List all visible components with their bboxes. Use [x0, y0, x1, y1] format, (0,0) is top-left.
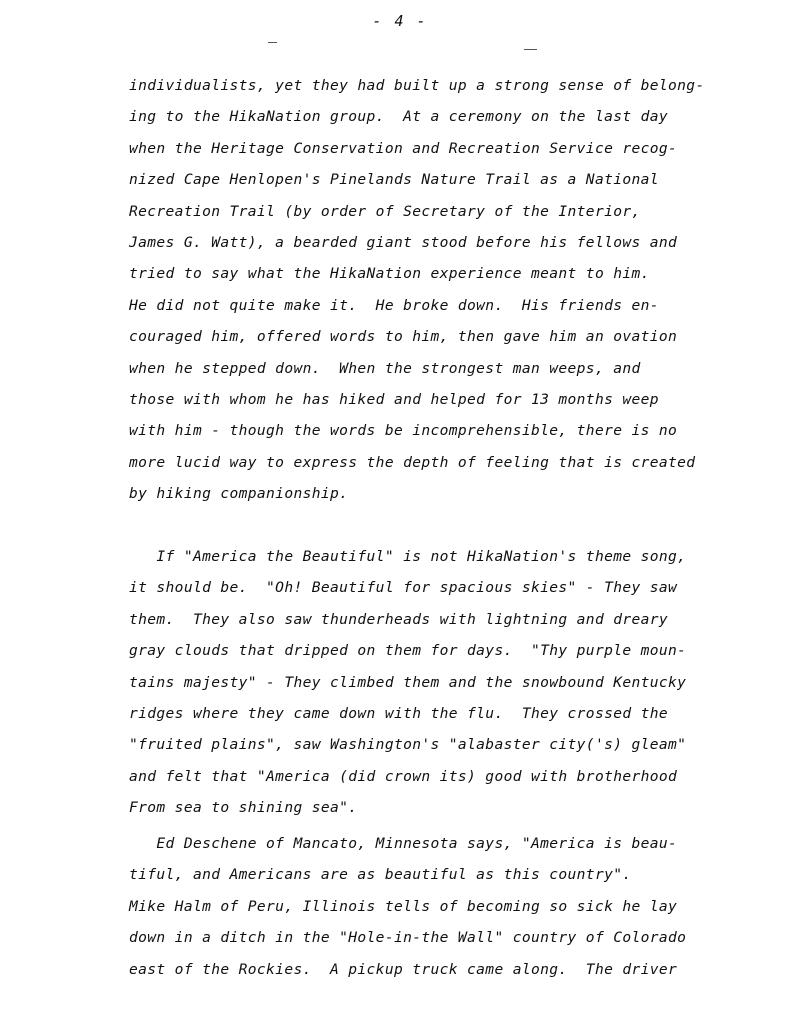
text-line: gray clouds that dripped on them for days. "Thy purple moun- [129, 642, 687, 660]
text-line: when he stepped down. When the strongest man weeps, and [129, 359, 641, 377]
text-line: more lucid way to express the depth of feeling that is created [129, 453, 696, 471]
text-line: Recreation Trail (by order of Secretary of the Interior, [129, 202, 641, 220]
text-line: when the Heritage Conservation and Recreation Service recog- [129, 139, 678, 157]
text-line: individualists, yet they had built up a strong sense of belong- [129, 77, 705, 94]
text-line: From sea to shining sea". [129, 799, 358, 817]
text-line: Mike Halm of Peru, Illinois tells of becoming so sick he lay [129, 897, 678, 915]
text-line: east of the Rockies. A pickup truck came along. The driver [129, 960, 678, 978]
text-line: "fruited plains", saw Washington's "alabaster city('s) gleam" [129, 736, 687, 754]
text-line: them. They also saw thunderheads with lightning and dreary [129, 610, 669, 628]
text-line: those with whom he has hiked and helped for 13 months weep [129, 391, 659, 408]
text-line: tiful, and Americans are as beautiful as this country". [129, 866, 632, 884]
text-line: it should be. "Oh! Beautiful for spacious skies" - They saw [129, 579, 678, 597]
text-line: Ed Deschene of Mancato, Minnesota says, "America is beau- [129, 835, 678, 852]
text-line: and felt that "America (did crown its) good with brotherhood [129, 767, 678, 785]
text-line: tried to say what the HikaNation experience meant to him. [129, 265, 650, 283]
text-line: ing to the HikaNation group. At a ceremony on the last day [129, 108, 669, 126]
text-line: If "America the Beautiful" is not HikaNation's theme song, [129, 548, 687, 565]
text-line: nized Cape Henlopen's Pinelands Nature Trail as a National [129, 171, 659, 189]
page-number: - 4 - [372, 12, 428, 30]
text-line: down in a ditch in the "Hole-in-the Wall" country of Colorado [129, 929, 687, 947]
scan-mark [268, 42, 277, 43]
text-line: ridges where they came down with the flu. They crossed the [129, 705, 669, 722]
scan-mark [524, 49, 537, 50]
text-line: He did not quite make it. He broke down. His friends en- [129, 296, 659, 314]
text-line: by hiking companionship. [129, 485, 349, 503]
text-line: James G. Watt), a bearded giant stood before his fellows and [129, 234, 678, 251]
text-line: tains majesty" - They climbed them and the snowbound Kentucky [129, 673, 687, 691]
text-line: with him - though the words be incomprehensible, there is no [129, 422, 678, 440]
text-line: couraged him, offered words to him, then gave him an ovation [129, 328, 678, 346]
